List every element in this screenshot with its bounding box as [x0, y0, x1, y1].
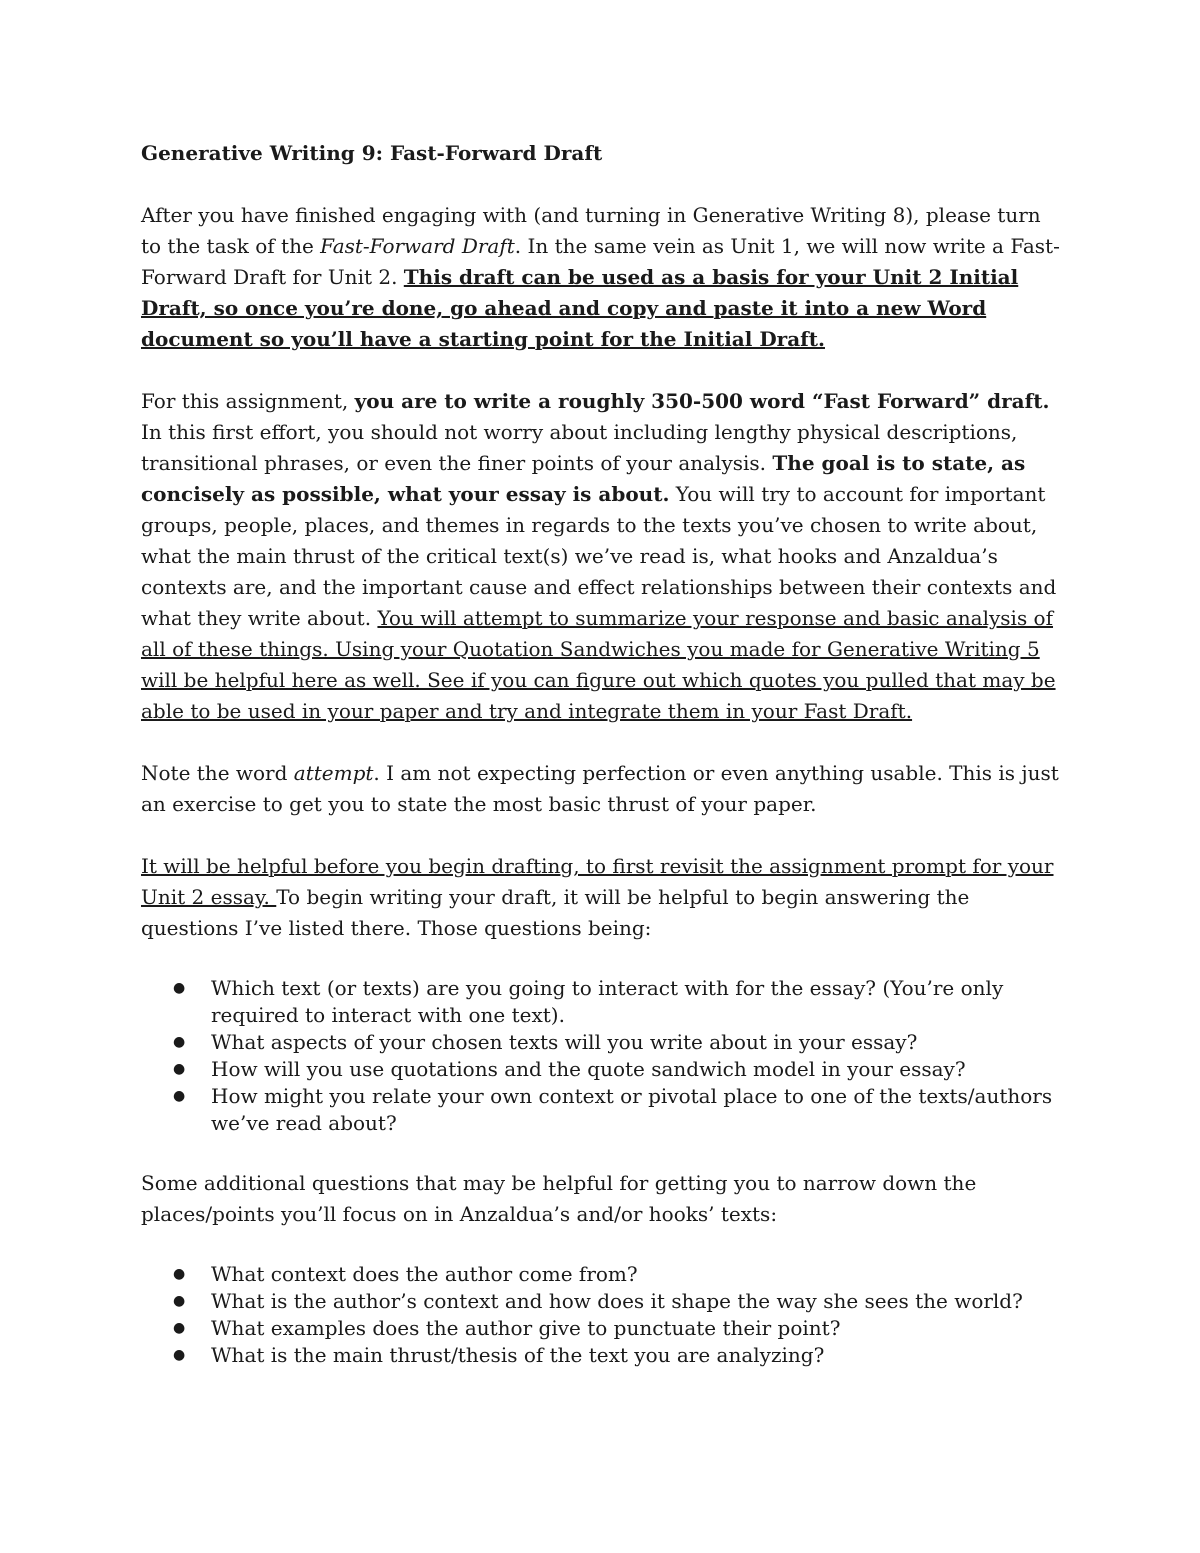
- intro-text-1: After you have finished engaging with (and turning in Generative Writing 8), please turn to the task of the: [141, 203, 1041, 258]
- list-item-text: What aspects of your chosen texts will you write about in your essay?: [211, 1030, 918, 1054]
- list-item-text: What is the author’s context and how does it shape the way she sees the world?: [211, 1289, 1023, 1313]
- note-text-2: . I am not expecting perfection or even anything usable. This is just an exercise to get you to state the most basic thrust of your paper.: [141, 761, 1059, 816]
- bullet-icon: ●: [173, 1347, 186, 1363]
- intro-paragraph: [141, 200, 1061, 355]
- list-item: [173, 1083, 1061, 1137]
- list-item-text: What context does the author come from?: [211, 1262, 638, 1286]
- note-text-italic: attempt: [293, 761, 374, 785]
- bullet-icon: ●: [173, 1266, 186, 1282]
- note-text-1: Note the word: [141, 761, 294, 785]
- intro-text-emphasis: This draft can be used as a basis for your Unit 2 Initial Draft, so once you’re done, go ahead and copy and paste it into a new Word document so you’ll have a starting point for the Initial Draft.: [141, 265, 1019, 351]
- prompt-questions-list: [141, 975, 1061, 1137]
- bullet-icon: ●: [173, 980, 186, 996]
- prompt-paragraph: [141, 851, 1061, 944]
- list-item: [173, 975, 1061, 1029]
- note-paragraph: [141, 758, 1061, 820]
- prompt-text-underline: It will be helpful before you begin drafting, to first revisit the assignment prompt for your Unit 2 essay.: [141, 854, 1054, 909]
- list-item-text: What examples does the author give to punctuate their point?: [211, 1316, 841, 1340]
- additional-questions-paragraph: Some additional questions that may be helpful for getting you to narrow down the places/points you’ll focus on in Anzaldua’s and/or hooks’ texts:: [141, 1171, 977, 1226]
- intro-text-2: . In the same vein as Unit 1, we will now write a Fast-Forward Draft for Unit 2.: [141, 234, 1060, 289]
- list-item: [173, 1288, 1061, 1315]
- assignment-text-2: In this first effort, you should not worry about including lengthy physical descriptions, transitional phrases, or even the finer points of your analysis.: [141, 420, 1018, 475]
- bullet-icon: ●: [173, 1293, 186, 1309]
- document-title: Generative Writing 9: Fast-Forward Draft: [141, 141, 603, 165]
- list-item: [173, 1315, 1061, 1342]
- bullet-icon: ●: [173, 1034, 186, 1050]
- list-item: [173, 1029, 1061, 1056]
- assignment-text-1: For this assignment,: [141, 389, 355, 413]
- list-item-text: Which text (or texts) are you going to interact with for the essay? (You’re only required to interact with one text).: [211, 976, 1004, 1027]
- bullet-icon: ●: [173, 1320, 186, 1336]
- assignment-text-bold-2: The goal is to state, as concisely as possible, what your essay is about.: [141, 451, 1026, 506]
- list-item-text: What is the main thrust/thesis of the text you are analyzing?: [211, 1343, 825, 1367]
- bullet-icon: ●: [173, 1061, 186, 1077]
- prompt-text: To begin writing your draft, it will be helpful to begin answering the questions I’ve listed there. Those questions being:: [141, 885, 970, 940]
- assignment-text-3: You will try to account for important groups, people, places, and themes in regards to the texts you’ve chosen to write about, what the main thrust of the critical text(s) we’ve read is, what hooks and Anzaldua’s contexts are, and the important cause and effect relationships between their contexts and what they write about.: [141, 482, 1057, 630]
- list-item-text: How will you use quotations and the quote sandwich model in your essay?: [211, 1057, 966, 1081]
- list-item-text: How might you relate your own context or pivotal place to one of the texts/authors we’ve read about?: [211, 1084, 1053, 1135]
- bullet-icon: ●: [173, 1088, 186, 1104]
- assignment-text-bold-1: you are to write a roughly 350-500 word “Fast Forward” draft.: [354, 389, 1050, 413]
- list-item: [173, 1342, 1061, 1369]
- assignment-paragraph: [141, 386, 1061, 727]
- list-item: [173, 1056, 1061, 1083]
- intro-text-italic: Fast-Forward Draft: [320, 234, 515, 258]
- list-item: [173, 1261, 1061, 1288]
- document-page: [141, 138, 1061, 1400]
- assignment-text-underline: You will attempt to summarize your response and basic analysis of all of these things. Using your Quotation Sandwiches you made for Generative Writing 5 will be helpful here as well. See if you can figure out which quotes you pulled that may be able to be used in your paper and try and integrate them in your Fast Draft.: [141, 606, 1056, 723]
- additional-questions-list: [141, 1261, 1061, 1369]
